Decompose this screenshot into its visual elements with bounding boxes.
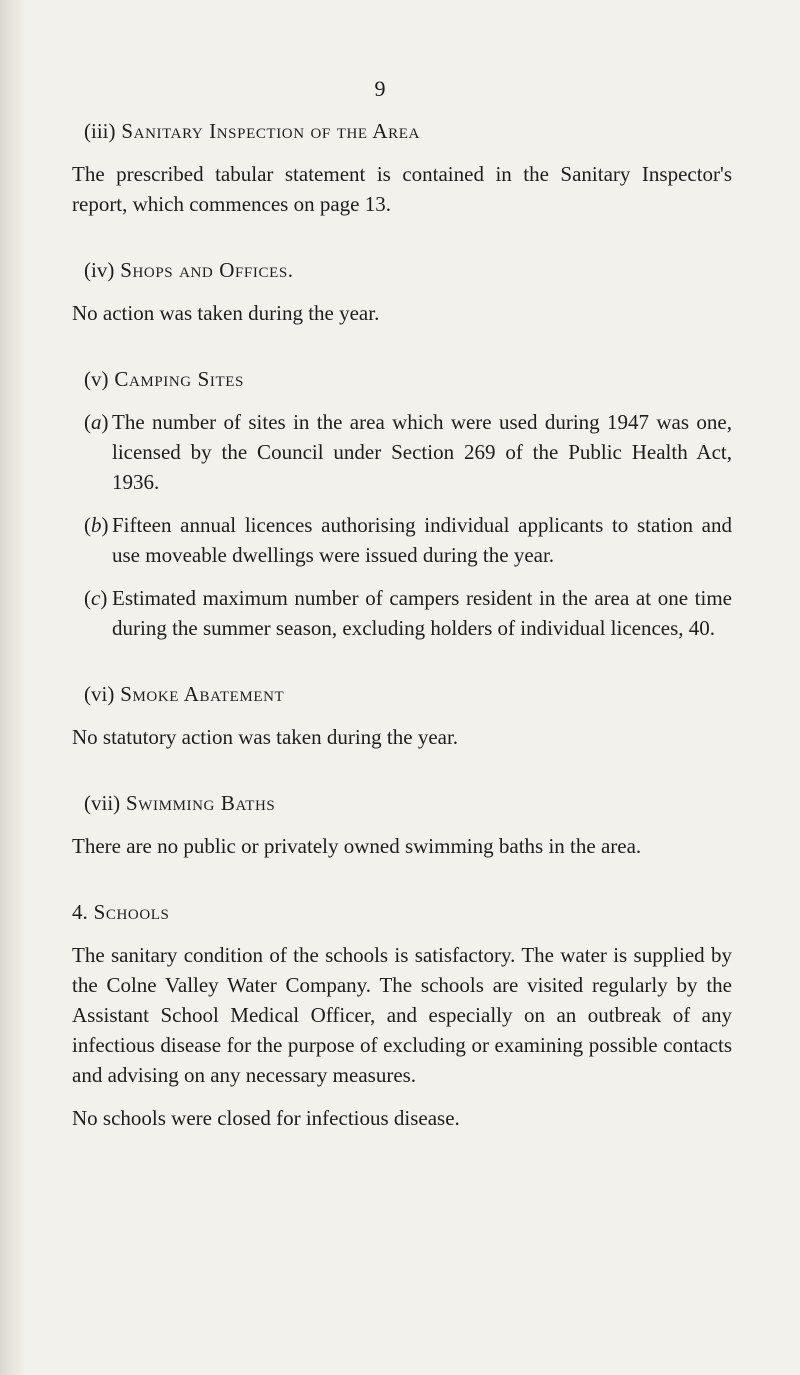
paragraph-shops-offices: No action was taken during the year. — [72, 301, 380, 325]
section-number: (vii) — [84, 791, 121, 815]
paragraph-sanitary-inspection: The prescribed tabular statement is contained in the Sanitary Inspector's report, which commences on page 13. — [72, 162, 732, 216]
list-item-camping-b — [84, 510, 732, 570]
section-number: 4. — [72, 900, 88, 924]
item-label: (b) — [84, 513, 109, 537]
item-label: (c) — [84, 586, 108, 610]
section-title: Schools — [93, 900, 170, 924]
paragraph-schools-condition: The sanitary condition of the schools is satisfactory. The water is supplied by the Colne Valley Water Company. The schools are visited regularly by the Assistant School Medical Officer, and especially on an outbreak of any infectious disease for the purpose of excluding or examining possible contacts and advising on any necessary measures. — [72, 943, 732, 1087]
page-number: 9 — [374, 76, 386, 101]
document-body — [72, 116, 732, 1133]
section-title: Shops and Offices. — [120, 258, 294, 282]
paragraph-swimming-baths: There are no public or privately owned swimming baths in the area. — [72, 834, 642, 858]
section-heading-sanitary-inspection — [72, 116, 732, 146]
section-heading-schools — [72, 897, 732, 927]
section-number: (iv) — [84, 258, 115, 282]
paragraph-smoke-abatement: No statutory action was taken during the year. — [72, 725, 459, 749]
section-number: (iii) — [84, 119, 116, 143]
list-item-camping-c — [84, 583, 732, 643]
section-title: Sanitary Inspection of the Area — [121, 119, 420, 143]
item-text: Estimated maximum number of campers resident in the area at one time during the summer season, excluding holders of individual licences, 40. — [112, 586, 732, 640]
page-edge-shadow — [0, 0, 26, 1375]
section-number: (vi) — [84, 682, 115, 706]
section-heading-camping-sites — [72, 364, 732, 394]
item-text: The number of sites in the area which were used during 1947 was one, licensed by the Council under Section 269 of the Public Health Act, 1936. — [112, 410, 732, 494]
section-title: Camping Sites — [114, 367, 244, 391]
item-label: (a) — [84, 410, 109, 434]
section-heading-shops-offices — [72, 255, 732, 285]
section-heading-smoke-abatement — [72, 679, 732, 709]
section-number: (v) — [84, 367, 109, 391]
paragraph-schools-closures: No schools were closed for infectious disease. — [72, 1106, 460, 1130]
list-item-camping-a — [84, 407, 732, 497]
item-text: Fifteen annual licences authorising individual applicants to station and use moveable dwellings were issued during the year. — [112, 513, 732, 567]
section-title: Swimming Baths — [126, 791, 276, 815]
section-title: Smoke Abatement — [120, 682, 285, 706]
section-heading-swimming-baths — [72, 788, 732, 818]
